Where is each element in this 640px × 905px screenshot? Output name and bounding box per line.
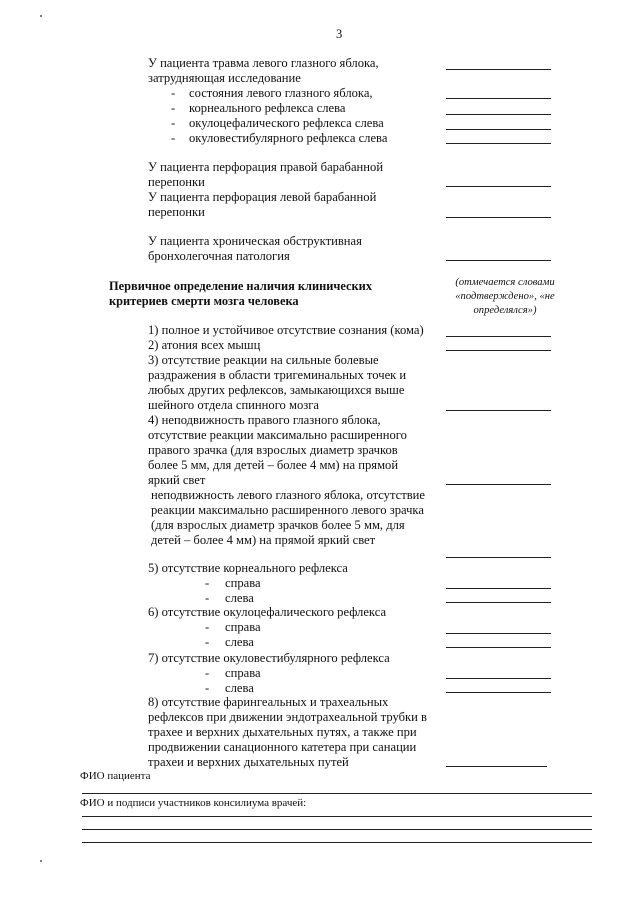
sub-item: окулоцефалического рефлекса слева <box>189 116 384 130</box>
criterion-4b-line4: детей – более 4 мм) на прямой яркий свет <box>151 533 376 547</box>
item-left-eardrum-line2: перепонки <box>148 205 205 219</box>
scan-speck <box>40 15 42 17</box>
sub-item: окуловестибулярного рефлекса слева <box>189 131 388 145</box>
page-number: 3 <box>336 27 343 41</box>
criterion-8-line1: 8) отсутствие фарингеальных и трахеальных <box>148 695 389 709</box>
answer-line[interactable] <box>446 588 551 589</box>
answer-line[interactable] <box>446 410 551 411</box>
note-line3: определялся») <box>473 305 537 316</box>
criterion-5-right: справа <box>225 576 261 590</box>
criterion-8-line5: трахеи и верхних дыхательных путей <box>148 755 349 769</box>
criterion-4b-line3: (для взрослых диаметр зрачков более 5 мм, для <box>151 518 405 532</box>
bullet-dash: - <box>205 591 210 605</box>
criterion-2: 2) атония всех мышц <box>148 338 261 352</box>
answer-line[interactable] <box>446 557 551 558</box>
answer-line[interactable] <box>446 260 551 261</box>
item-right-eardrum-line1: У пациента перфорация правой барабанной <box>148 160 384 174</box>
signature-line[interactable] <box>82 842 592 843</box>
item-left-eye-trauma-line1: У пациента травма левого глазного яблока, <box>148 56 379 70</box>
answer-line[interactable] <box>446 129 551 130</box>
answer-line[interactable] <box>446 69 551 70</box>
criterion-3-line3: любых других рефлексов, замыкающихся выше <box>148 383 405 397</box>
answer-line[interactable] <box>446 114 551 115</box>
bullet-dash: - <box>205 635 210 649</box>
patient-name-label: ФИО пациента <box>80 770 151 782</box>
criterion-3-line4: шейного отдела спинного мозга <box>148 398 319 412</box>
criterion-8-line3: трахее и верхних дыхательных путях, а также при <box>148 725 417 739</box>
signature-line[interactable] <box>82 816 592 817</box>
bullet-dash: - <box>205 681 210 695</box>
criterion-4-line2: отсутствие реакции максимально расширенного <box>148 428 407 442</box>
bullet-dash: - <box>171 131 176 145</box>
answer-line[interactable] <box>446 602 551 603</box>
bullet-dash: - <box>205 620 210 634</box>
answer-line[interactable] <box>446 186 551 187</box>
signature-line[interactable] <box>82 829 592 830</box>
criterion-4b-line2: реакции максимально расширенного левого зрачка <box>151 503 424 517</box>
answer-line[interactable] <box>446 98 551 99</box>
note-line1: (отмечается словами <box>455 277 555 288</box>
answer-line[interactable] <box>446 350 551 351</box>
criterion-8-line4: продвижении санационного катетера при санации <box>148 740 417 754</box>
answer-line[interactable] <box>446 633 551 634</box>
criterion-7: 7) отсутствие окуловестибулярного рефлекса <box>148 651 390 665</box>
criterion-4-line1: 4) неподвижность правого глазного яблока, <box>148 413 381 427</box>
item-copd-line2: бронхолегочная патология <box>148 249 290 263</box>
criterion-7-right: справа <box>225 666 261 680</box>
answer-line[interactable] <box>446 692 551 693</box>
criterion-7-left: слева <box>225 681 254 695</box>
bullet-dash: - <box>205 576 210 590</box>
patient-name-line[interactable] <box>82 793 592 794</box>
answer-line[interactable] <box>446 217 551 218</box>
answer-line[interactable] <box>446 766 547 767</box>
bullet-dash: - <box>171 101 176 115</box>
answer-line[interactable] <box>446 143 551 144</box>
criterion-3-line1: 3) отсутствие реакции на сильные болевые <box>148 353 379 367</box>
scan-speck <box>40 860 42 862</box>
criterion-8-line2: рефлексов при движении эндотрахеальной трубки в <box>148 710 427 724</box>
criterion-4-line3: правого зрачка (для взрослых диаметр зрачков <box>148 443 398 457</box>
sub-item: корнеального рефлекса слева <box>189 101 346 115</box>
answer-line[interactable] <box>446 484 551 485</box>
sub-item: состояния левого глазного яблока, <box>189 86 373 100</box>
criterion-5-left: слева <box>225 591 254 605</box>
criterion-4b-line1: неподвижность левого глазного яблока, отсутствие <box>151 488 425 502</box>
note-line2: «подтверждено», «не <box>455 291 555 302</box>
item-right-eardrum-line2: перепонки <box>148 175 205 189</box>
bullet-dash: - <box>171 116 176 130</box>
signatures-label: ФИО и подписи участников консилиума врачей: <box>80 797 307 809</box>
answer-line[interactable] <box>446 336 551 337</box>
criterion-5: 5) отсутствие корнеального рефлекса <box>148 561 348 575</box>
section-heading-line2: критериев смерти мозга человека <box>109 294 299 308</box>
item-left-eardrum-line1: У пациента перфорация левой барабанной <box>148 190 377 204</box>
criterion-3-line2: раздражения в области тригеминальных точек и <box>148 368 407 382</box>
answer-line[interactable] <box>446 678 551 679</box>
bullet-dash: - <box>205 666 210 680</box>
criterion-4-line5: яркий свет <box>148 473 206 487</box>
item-left-eye-trauma-line2: затрудняющая исследование <box>148 71 301 85</box>
criterion-4-line4: более 5 мм, для детей – более 4 мм) на прямой <box>148 458 399 472</box>
criterion-6-right: справа <box>225 620 261 634</box>
criterion-6-left: слева <box>225 635 254 649</box>
criterion-1: 1) полное и устойчивое отсутствие сознания (кома) <box>148 323 424 337</box>
criterion-6: 6) отсутствие окулоцефалического рефлекса <box>148 605 387 619</box>
item-copd-line1: У пациента хроническая обструктивная <box>148 234 362 248</box>
section-heading-line1: Первичное определение наличия клинических <box>109 279 373 293</box>
answer-line[interactable] <box>446 647 551 648</box>
bullet-dash: - <box>171 86 176 100</box>
